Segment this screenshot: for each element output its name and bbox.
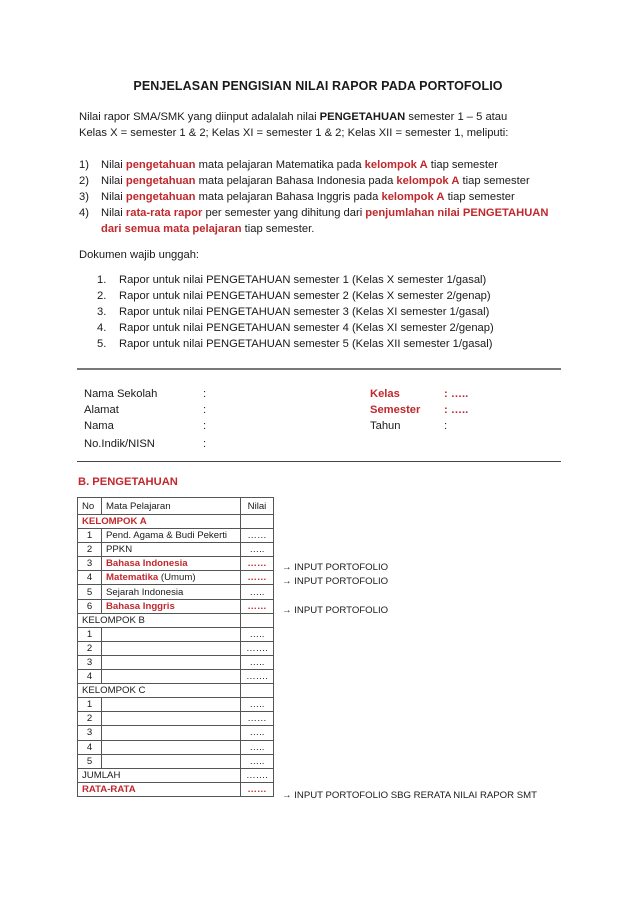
note-average-input: → INPUT PORTOFOLIO SBG RERATA NILAI RAPOR SMT <box>282 790 537 801</box>
table-row <box>78 543 274 557</box>
note-input-portofolio: → INPUT PORTOFOLIO <box>282 562 389 573</box>
row-no: 6 <box>78 599 102 613</box>
doc-text: Rapor untuk nilai PENGETAHUAN semester 5 (Kelas XII semester 1/gasal) <box>119 338 493 350</box>
info-value-semester: : ….. <box>444 404 469 416</box>
group-blank <box>241 613 274 627</box>
table-row <box>78 585 274 599</box>
row-grade[interactable]: ….. <box>241 698 274 712</box>
rule-highlight: pengetahuan <box>125 159 196 171</box>
row-subject: Sejarah Indonesia <box>102 585 241 599</box>
table-row <box>78 641 274 655</box>
row-subject: Pend. Agama & Budi Pekerti <box>102 529 241 543</box>
row-subject <box>102 740 241 754</box>
rule-text: mata pelajaran Bahasa Indonesia pada <box>195 175 397 187</box>
rule-text: Nilai <box>101 175 126 187</box>
rule-text: tiap semester <box>459 175 530 187</box>
rule-highlight: dari semua mata pelajaran <box>101 223 242 235</box>
average-label: RATA-RATA <box>78 782 241 796</box>
info-label-nisn: No.Indik/NISN <box>84 438 155 450</box>
group-label-b: KELOMPOK B <box>78 613 241 627</box>
row-no: 1 <box>78 627 102 641</box>
rule-text: Nilai <box>101 159 126 171</box>
row-no: 1 <box>78 698 102 712</box>
table-row <box>78 754 274 768</box>
table-header-row <box>78 498 274 515</box>
row-subject <box>102 627 241 641</box>
row-no: 1 <box>78 529 102 543</box>
docs-heading: Dokumen wajib unggah: <box>79 249 200 261</box>
group-row <box>78 515 274 529</box>
row-no: 3 <box>78 557 102 571</box>
section-divider <box>77 368 561 370</box>
info-value-class: : ….. <box>444 388 469 400</box>
doc-number: 1. <box>97 274 107 286</box>
doc-item <box>97 320 494 336</box>
table-row <box>78 627 274 641</box>
table-row <box>78 599 274 613</box>
header-no: No <box>78 498 102 515</box>
rule-text: tiap semester. <box>241 223 315 235</box>
rule-text: Nilai <box>101 191 126 203</box>
info-label-semester: Semester <box>370 404 421 416</box>
doc-item <box>97 272 486 288</box>
table-row <box>78 571 274 585</box>
note-input-portofolio: → INPUT PORTOFOLIO <box>282 605 389 616</box>
info-colon: : <box>203 420 207 432</box>
doc-number: 5. <box>97 338 107 350</box>
row-subject <box>102 655 241 669</box>
row-subject <box>102 754 241 768</box>
group-label-c: KELOMPOK C <box>78 684 241 698</box>
row-subject-name: Matematika <box>106 572 159 584</box>
header-grade: Nilai <box>241 498 274 515</box>
table-row <box>78 670 274 684</box>
row-subject <box>102 726 241 740</box>
average-value[interactable]: …… <box>241 782 274 796</box>
row-subject: PPKN <box>102 543 241 557</box>
rule-text: mata pelajaran Matematika pada <box>195 159 365 171</box>
doc-number: 3. <box>97 306 107 318</box>
row-no: 4 <box>78 740 102 754</box>
row-grade[interactable]: ….. <box>241 740 274 754</box>
total-value[interactable]: ……. <box>241 768 274 782</box>
row-subject <box>102 571 241 585</box>
info-label-name: Nama <box>84 420 114 432</box>
table-row <box>78 529 274 543</box>
row-no: 3 <box>78 726 102 740</box>
row-subject <box>102 712 241 726</box>
row-grade[interactable]: ….. <box>241 754 274 768</box>
rule-item <box>79 189 515 205</box>
page-title: PENJELASAN PENGISIAN NILAI RAPOR PADA PORTOFOLIO <box>133 79 503 93</box>
row-no: 5 <box>78 754 102 768</box>
row-no: 4 <box>78 670 102 684</box>
rule-highlight: kelompok A <box>381 191 445 203</box>
rule-item <box>79 173 530 189</box>
row-subject: Bahasa Inggris <box>102 599 241 613</box>
table-row <box>78 698 274 712</box>
rule-highlight: rata-rata rapor <box>125 207 203 219</box>
row-grade[interactable]: ……. <box>241 670 274 684</box>
grade-table <box>77 497 274 797</box>
group-row <box>78 613 274 627</box>
table-row <box>78 557 274 571</box>
row-no: 3 <box>78 655 102 669</box>
doc-item <box>97 304 489 320</box>
row-grade[interactable]: ….. <box>241 627 274 641</box>
intro-line-1 <box>79 109 507 125</box>
doc-item <box>97 336 492 352</box>
row-grade[interactable]: ….. <box>241 655 274 669</box>
info-value-year: : <box>444 420 448 432</box>
row-grade[interactable]: ….. <box>241 543 274 557</box>
rule-item <box>79 157 498 173</box>
row-grade[interactable]: …… <box>241 571 274 585</box>
group-label-a: KELOMPOK A <box>78 515 241 529</box>
note-input-portofolio: → INPUT PORTOFOLIO <box>282 576 389 587</box>
rule-item-continuation <box>101 221 314 237</box>
table-row <box>78 655 274 669</box>
rule-number: 2) <box>79 175 89 187</box>
header-subject: Mata Pelajaran <box>102 498 241 515</box>
info-colon: : <box>203 438 207 450</box>
rule-highlight: kelompok A <box>364 159 428 171</box>
doc-number: 4. <box>97 322 107 334</box>
row-no: 2 <box>78 543 102 557</box>
rule-highlight: penjumlahan nilai PENGETAHUAN <box>365 207 549 219</box>
row-grade[interactable]: …… <box>241 599 274 613</box>
row-no: 4 <box>78 571 102 585</box>
rule-number: 3) <box>79 191 89 203</box>
rule-text: per semester yang dihitung dari <box>202 207 366 219</box>
row-grade[interactable]: ….. <box>241 726 274 740</box>
intro-line-2: Kelas X = semester 1 & 2; Kelas XI = semester 1 & 2; Kelas XII = semester 1, meliputi: <box>79 127 509 139</box>
intro-text-end: semester 1 – 5 atau <box>405 111 508 123</box>
rule-highlight: pengetahuan <box>125 175 196 187</box>
row-no: 2 <box>78 641 102 655</box>
rule-text: mata pelajaran Bahasa Inggris pada <box>195 191 382 203</box>
intro-bold: PENGETAHUAN <box>319 111 406 123</box>
doc-item <box>97 288 491 304</box>
row-no: 2 <box>78 712 102 726</box>
table-row <box>78 712 274 726</box>
rule-number: 1) <box>79 159 89 171</box>
section-b-heading: B. PENGETAHUAN <box>78 476 178 488</box>
row-subject: Bahasa Indonesia <box>102 557 241 571</box>
table-row <box>78 740 274 754</box>
row-subject <box>102 641 241 655</box>
doc-text: Rapor untuk nilai PENGETAHUAN semester 2 (Kelas X semester 2/genap) <box>119 290 491 302</box>
info-label-address: Alamat <box>84 404 119 416</box>
row-subject <box>102 670 241 684</box>
row-grade[interactable]: …… <box>241 557 274 571</box>
info-label-school: Nama Sekolah <box>84 388 158 400</box>
info-colon: : <box>203 388 207 400</box>
rule-item <box>79 205 548 221</box>
doc-text: Rapor untuk nilai PENGETAHUAN semester 3 (Kelas XI semester 1/gasal) <box>119 306 490 318</box>
row-grade[interactable]: …… <box>241 529 274 543</box>
average-row <box>78 782 274 796</box>
info-label-class: Kelas <box>370 388 400 400</box>
doc-text: Rapor untuk nilai PENGETAHUAN semester 1 (Kelas X semester 1/gasal) <box>119 274 487 286</box>
total-label: JUMLAH <box>78 768 241 782</box>
info-label-year: Tahun <box>370 420 401 432</box>
doc-number: 2. <box>97 290 107 302</box>
rule-number: 4) <box>79 207 89 219</box>
table-row <box>78 726 274 740</box>
rule-text: Nilai <box>101 207 126 219</box>
row-subject <box>102 698 241 712</box>
group-row <box>78 684 274 698</box>
group-blank <box>241 515 274 529</box>
total-row <box>78 768 274 782</box>
row-grade[interactable]: ….. <box>241 585 274 599</box>
info-divider <box>77 461 561 462</box>
row-grade[interactable]: ……. <box>241 641 274 655</box>
row-no: 5 <box>78 585 102 599</box>
rule-text: tiap semester <box>427 159 498 171</box>
intro-text: Nilai rapor SMA/SMK yang diinput adalalah nilai <box>79 111 320 123</box>
row-grade[interactable]: …… <box>241 712 274 726</box>
info-colon: : <box>203 404 207 416</box>
row-subject-extra: (Umum) <box>158 572 196 584</box>
rule-text: tiap semester <box>444 191 515 203</box>
group-blank <box>241 684 274 698</box>
rule-highlight: kelompok A <box>396 175 460 187</box>
doc-text: Rapor untuk nilai PENGETAHUAN semester 4 (Kelas XI semester 2/genap) <box>119 322 494 334</box>
rule-highlight: pengetahuan <box>125 191 196 203</box>
